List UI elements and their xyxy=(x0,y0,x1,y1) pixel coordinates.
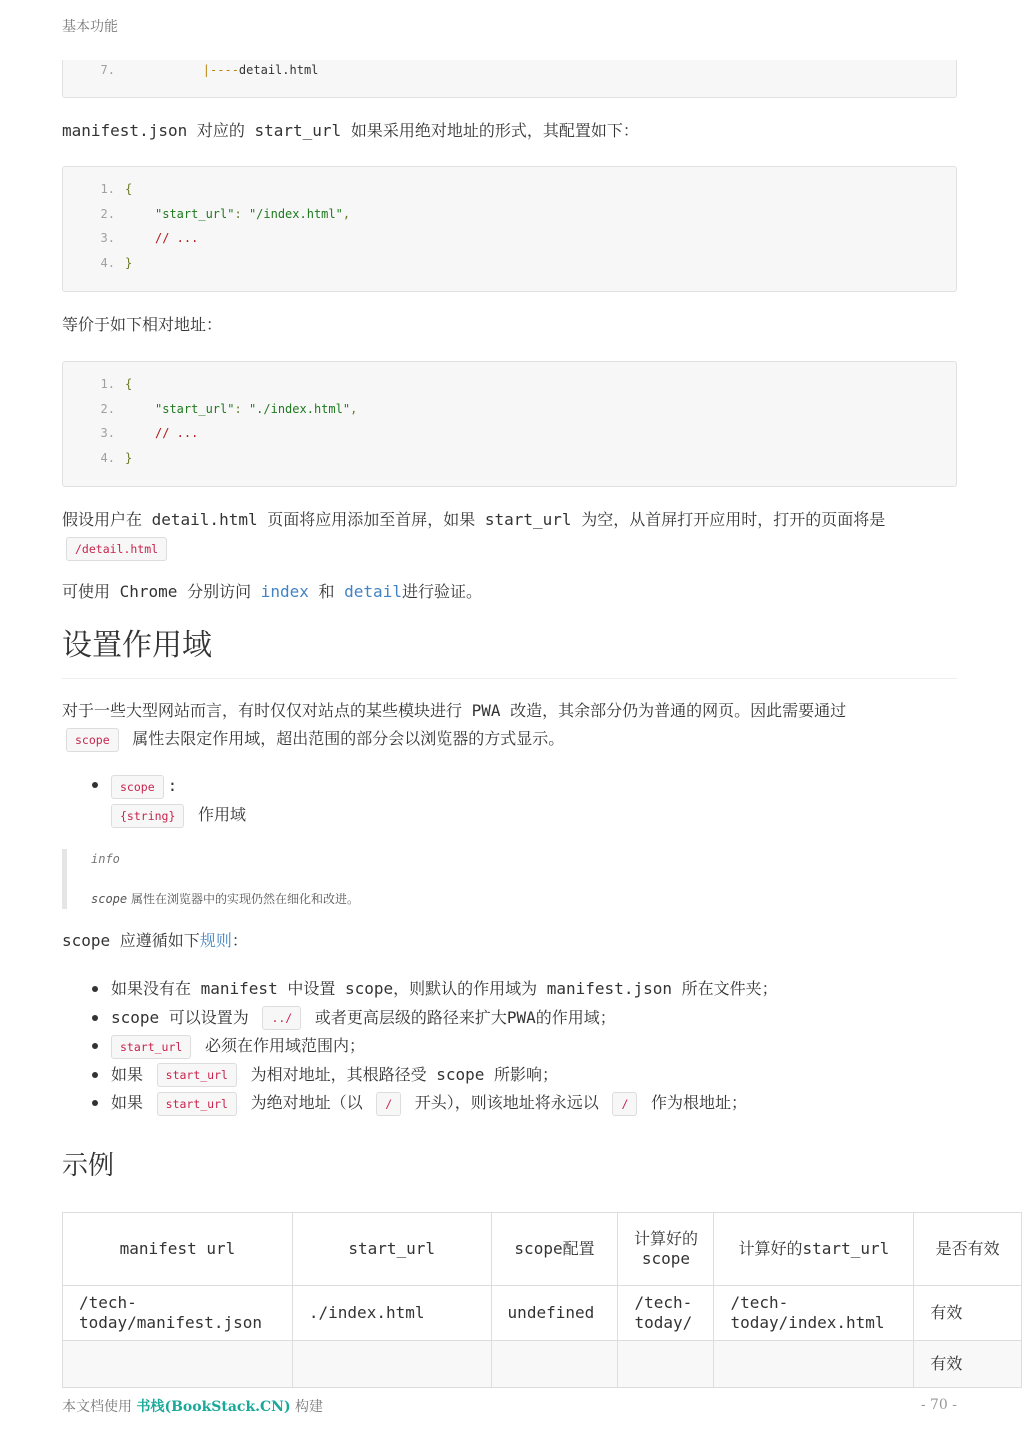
code-line xyxy=(63,446,956,471)
list-text: 或者更高层级的路径来扩大PWA的作用域； xyxy=(305,1007,616,1027)
blockquote-text: 属性在浏览器中的实现仍然在细化和改进。 xyxy=(127,892,359,906)
code-sep: , xyxy=(350,401,358,416)
table-header: scope配置 xyxy=(491,1212,618,1285)
list-text: 作为根地址； xyxy=(641,1093,748,1112)
code-value: "/index.html" xyxy=(248,206,343,221)
code-sep: : xyxy=(234,206,249,221)
list-item xyxy=(111,1061,957,1090)
code-text: { xyxy=(125,182,133,197)
paragraph-text: 进行验证。 xyxy=(401,582,482,601)
index-link[interactable]: index xyxy=(260,582,309,601)
table-cell: /tech-today/manifest.json xyxy=(63,1285,293,1340)
table-header-row xyxy=(63,1212,1022,1285)
inline-code: scope xyxy=(66,728,119,752)
inline-code: start_url xyxy=(111,1035,191,1059)
code-line xyxy=(63,397,956,422)
rules-link[interactable]: 规则 xyxy=(199,931,232,950)
code-block-relative xyxy=(62,361,957,487)
code-text: { xyxy=(125,377,133,392)
paragraph-text: 和 xyxy=(308,582,345,601)
list-item xyxy=(111,771,957,829)
table-row xyxy=(63,1340,1022,1387)
code-line xyxy=(63,177,956,202)
line-number: 7. xyxy=(100,63,115,77)
line-number: 3. xyxy=(100,231,115,246)
page-number: - 70 - xyxy=(920,1397,957,1413)
table-cell xyxy=(292,1340,491,1387)
table-header: 计算好的start_url xyxy=(714,1212,914,1285)
line-number: 2. xyxy=(100,401,115,416)
list-text: 为相对地址，其根路径受 scope 所影响； xyxy=(240,1064,559,1084)
table-header: 是否有效 xyxy=(914,1212,1022,1285)
list-text: 作用域 xyxy=(198,805,247,824)
line-number: 1. xyxy=(100,377,115,392)
paragraph-scope-rules xyxy=(62,927,957,955)
paragraph-text: 属性去限定作用域，超出范围的部分会以浏览器的方式显示。 xyxy=(122,729,565,748)
blockquote-title: info xyxy=(91,852,120,866)
section-heading-scope: 设置作用域 xyxy=(62,628,212,663)
line-number: 1. xyxy=(100,182,115,197)
list-text: 如果 xyxy=(111,1093,153,1112)
paragraph-text: 可使用 Chrome 分别访问 xyxy=(62,582,261,601)
line-number: 3. xyxy=(100,426,115,441)
blockquote-body xyxy=(91,891,957,907)
document-content xyxy=(62,60,1000,1380)
line-number: 2. xyxy=(100,206,115,221)
table-cell: ./index.html xyxy=(292,1285,491,1340)
list-text: 如果 xyxy=(111,1064,153,1084)
info-blockquote xyxy=(62,849,957,909)
list-text: : xyxy=(167,776,178,795)
inline-code: /detail.html xyxy=(66,537,167,561)
line-number: 4. xyxy=(100,256,115,271)
inline-code: scope xyxy=(111,775,164,799)
footer-text: 本文档使用 xyxy=(62,1399,137,1415)
table-header: 计算好的scope xyxy=(618,1212,714,1285)
footer-text: 构建 xyxy=(290,1399,324,1415)
inline-code: {string} xyxy=(111,804,184,828)
example-table-wrapper xyxy=(62,1212,1000,1388)
section-heading-example: 示例 xyxy=(62,1150,115,1181)
paragraph-text: 对于一些大型网站而言，有时仅仅对站点的某些模块进行 PWA 改造，其余部分仍为普通的网页。因此需要通过 xyxy=(62,701,847,720)
code-key: "start_url" xyxy=(155,401,235,416)
scope-param-list xyxy=(62,771,957,829)
table-header: manifest url xyxy=(63,1212,293,1285)
example-table xyxy=(62,1212,1022,1388)
code-value: "./index.html" xyxy=(248,401,351,416)
table-cell xyxy=(714,1340,914,1387)
inline-code: / xyxy=(612,1092,637,1116)
list-item xyxy=(111,1004,957,1033)
paragraph-verify xyxy=(62,578,957,606)
paragraph-text: ： xyxy=(231,931,248,950)
table-cell: 有效 xyxy=(914,1340,1022,1387)
code-line xyxy=(63,251,956,276)
tree-file: detail.html xyxy=(238,63,319,77)
code-text: } xyxy=(125,256,133,271)
table-header: start_url xyxy=(292,1212,491,1285)
footer-brand-link[interactable]: 书栈(BookStack.CN) xyxy=(136,1399,291,1415)
list-item xyxy=(111,1089,957,1118)
rules-list xyxy=(62,975,957,1118)
table-cell xyxy=(491,1340,618,1387)
table-cell: /tech-today/index.html xyxy=(714,1285,914,1340)
table-cell xyxy=(618,1340,714,1387)
code-sep: , xyxy=(342,206,351,221)
page-footer xyxy=(62,1396,323,1416)
code-line xyxy=(63,226,956,251)
code-block-absolute xyxy=(62,166,957,292)
paragraph-text: scope 应遵循如下 xyxy=(62,931,200,950)
table-cell: 有效 xyxy=(914,1285,1022,1340)
inline-code: / xyxy=(376,1092,401,1116)
inline-code: ../ xyxy=(262,1006,301,1030)
code-key: "start_url" xyxy=(155,206,235,221)
code-comment: // ... xyxy=(155,426,199,441)
line-number: 4. xyxy=(100,451,115,466)
list-text: 开头），则该地址将永远以 xyxy=(405,1093,609,1112)
list-item xyxy=(111,1032,957,1061)
paragraph-detail-example xyxy=(62,506,957,562)
table-cell: /tech-today/ xyxy=(618,1285,714,1340)
code-text: } xyxy=(125,451,133,466)
paragraph-text: 假设用户在 detail.html 页面将应用添加至首屏，如果 start_url 为空，从首屏打开应用时，打开的页面将是 xyxy=(62,510,886,529)
blockquote-code: scope xyxy=(91,892,128,906)
detail-link[interactable]: detail xyxy=(344,582,402,601)
paragraph-relative-url: 等价于如下相对地址： xyxy=(62,315,223,334)
inline-code: start_url xyxy=(157,1063,237,1087)
page-header: 基本功能 xyxy=(62,19,118,35)
table-cell: undefined xyxy=(491,1285,618,1340)
paragraph-absolute-url: manifest.json 对应的 start_url 如果采用绝对地址的形式，其配置如下： xyxy=(62,121,639,140)
tree-branch: |---- xyxy=(202,63,239,77)
list-text: 必须在作用域范围内； xyxy=(195,1036,365,1055)
code-line xyxy=(63,202,956,227)
code-sep: : xyxy=(234,401,249,416)
heading-divider xyxy=(62,678,957,679)
table-cell xyxy=(63,1340,293,1387)
list-text: scope 可以设置为 xyxy=(111,1007,259,1027)
paragraph-scope-intro xyxy=(62,697,957,753)
inline-code: start_url xyxy=(157,1092,237,1116)
code-block-tree xyxy=(62,60,957,98)
table-row xyxy=(63,1285,1022,1340)
code-line xyxy=(63,421,956,446)
code-line xyxy=(63,372,956,397)
list-item: 如果没有在 manifest 中设置 scope，则默认的作用域为 manifest.json 所在文件夹； xyxy=(111,975,957,1004)
list-text: 为绝对地址（以 xyxy=(240,1093,373,1112)
code-comment: // ... xyxy=(155,231,199,246)
